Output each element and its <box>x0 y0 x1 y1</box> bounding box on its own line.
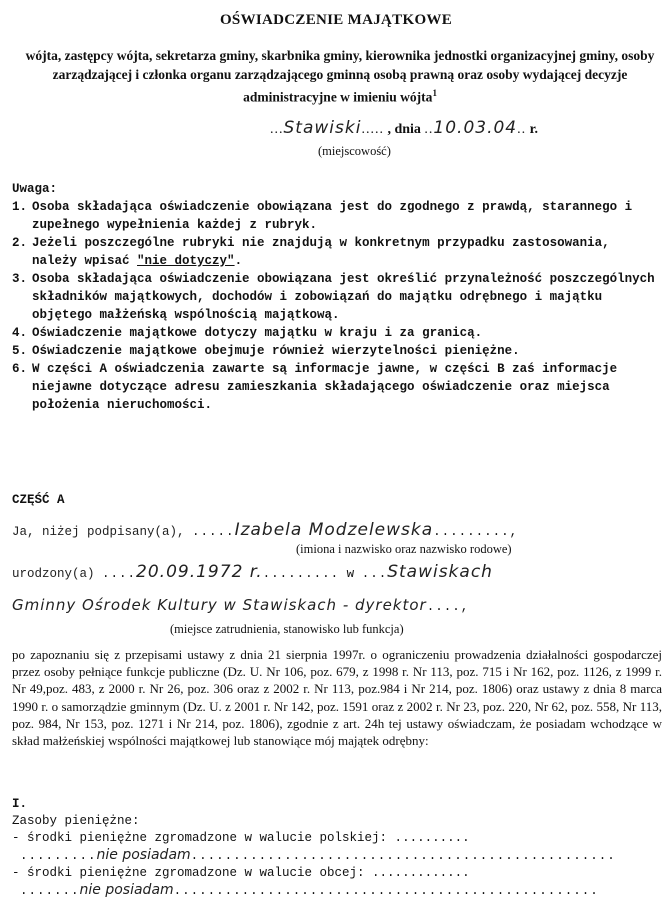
name-value: Izabela Modzelewska <box>234 520 434 540</box>
date-suffix: r. <box>529 122 539 137</box>
employment-caption: (miejsce zatrudnienia, stanowisko lub funkcja) <box>170 622 404 636</box>
note-item: 5. Oświadczenie majątkowe obejmuje również wierzytelności pieniężne. <box>12 344 520 358</box>
name-caption: (imiona i nazwisko oraz nazwisko rodowe) <box>296 542 512 556</box>
birth-place-value: Stawiskach <box>387 562 493 582</box>
employment-value: Gminny Ośrodek Kultury w Stawiskach - dyrektor <box>12 596 427 614</box>
note-item: 2. Jeżeli poszczególne rubryki nie znajdują w konkretnym przypadku zastosowania, należy wpisać "nie dotyczy". <box>12 236 610 268</box>
birth-row: urodzony(a) ....20.09.1972 r.......... w ...Stawiskach <box>12 562 493 582</box>
notes-heading: Uwaga: <box>12 182 58 196</box>
place-value: Stawiski <box>283 118 362 138</box>
employment-row: Gminny Ośrodek Kultury w Stawiskach - dyrektor...., <box>12 596 470 614</box>
note-item: 1. Osoba składająca oświadczenie obowiązana jest do zgodnego z prawdą, starannego i zupełnego wypełnienia każdej z rubryk. <box>12 200 633 232</box>
note-item: 3. Osoba składająca oświadczenie obowiązana jest określić przynależność poszczególnych składników majątkowych, dochodów i zobowiązań do majątku odrębnego i majątku objętego małżeńską wspólnością majątkową. <box>12 272 655 322</box>
polish-currency-value: nie posiadam <box>96 847 191 863</box>
not-applicable-phrase: "nie dotyczy" <box>137 254 235 268</box>
name-row: Ja, niżej podpisany(a), .....Izabela Modzelewska........., <box>12 520 519 540</box>
footnote-mark: 1 <box>432 88 437 98</box>
place-date-line: ...Stawiski..... , dnia ..10.03.04.. r. <box>270 118 539 138</box>
list-item: - środki pieniężne zgromadzone w walucie obcej: ............. <box>12 866 470 880</box>
list-item: - środki pieniężne zgromadzone w walucie polskiej: .......... <box>12 831 470 845</box>
document-subtitle <box>20 46 660 107</box>
legal-basis-paragraph: po zapoznaniu się z przepisami ustawy z dnia 21 sierpnia 1997r. o ograniczeniu prowadzenia działalności gospodarczej przez osoby pełniące funkcje publiczne (Dz. U. Nr 106, poz. 679, z 1998 r. Nr 113, poz. 715 i Nr 162, poz. 1126, z 1999 r. Nr 49,poz. 483, z 2000 r. Nr 26, poz. 306 oraz z 2002 r. Nr 113, poz.984 i Nr 214, poz. 1806) oraz ustawy z dnia 8 marca 1990 r. o samorządzie gminnym (Dz. U. z 2001 r. Nr 142, poz. 1591 oraz z 2002 r. Nr 23, poz. 220, Nr 62, poz. 558, Nr 113, poz. 984, Nr 153, poz. 1271 i Nr 214, poz. 1806), zgodnie z art. 24h tej ustawy oświadczam, że posiadam wchodzące w skład małżeńskiej wspólności majątkowej lub stanowiące mój majątek odrębny: <box>12 647 662 749</box>
born-in-label: w <box>346 567 355 581</box>
subtitle-text: wójta, zastępcy wójta, sekretarza gminy, skarbnika gminy, kierownika jednostki organizacyjnej gminy, osoby zarządzającej i członka organu zarządzającego gminną osobą prawną oraz osoby wydającej decyzje administracyjne w imieniu wójta <box>25 48 655 105</box>
name-label: Ja, niżej podpisany(a), <box>12 525 185 539</box>
place-dots: ..... <box>361 122 384 137</box>
date-value: 10.03.04 <box>433 118 518 138</box>
section-a-heading: CZĘŚĆ A <box>12 493 65 507</box>
birth-date-value: 20.09.1972 r. <box>136 562 263 582</box>
note-item: 4. Oświadczenie majątkowe dotyczy majątku w kraju i za granicą. <box>12 326 483 340</box>
part-one-numeral: I. <box>12 797 28 811</box>
born-label: urodzony(a) <box>12 567 95 581</box>
foreign-currency-value: nie posiadam <box>79 882 174 898</box>
list-item-value-row: .........nie posiadam.................................................. <box>20 847 616 863</box>
notes-block <box>12 180 662 414</box>
date-label: , dnia <box>387 122 421 137</box>
place-caption: (miejscowość) <box>318 144 391 158</box>
note-item: 6. W części A oświadczenia zawarte są informacje jawne, w części B zaś informacje niejawne dotyczące adresu zamieszkania składającego oświadczenie oraz miejsca położenia nieruchomości. <box>12 362 618 412</box>
document-title: OŚWIADCZENIE MAJĄTKOWE <box>219 12 453 28</box>
list-item-value-row: .......nie posiadam.................................................. <box>20 882 599 898</box>
part-one-block <box>12 796 662 900</box>
part-one-heading: Zasoby pieniężne: <box>12 814 140 828</box>
